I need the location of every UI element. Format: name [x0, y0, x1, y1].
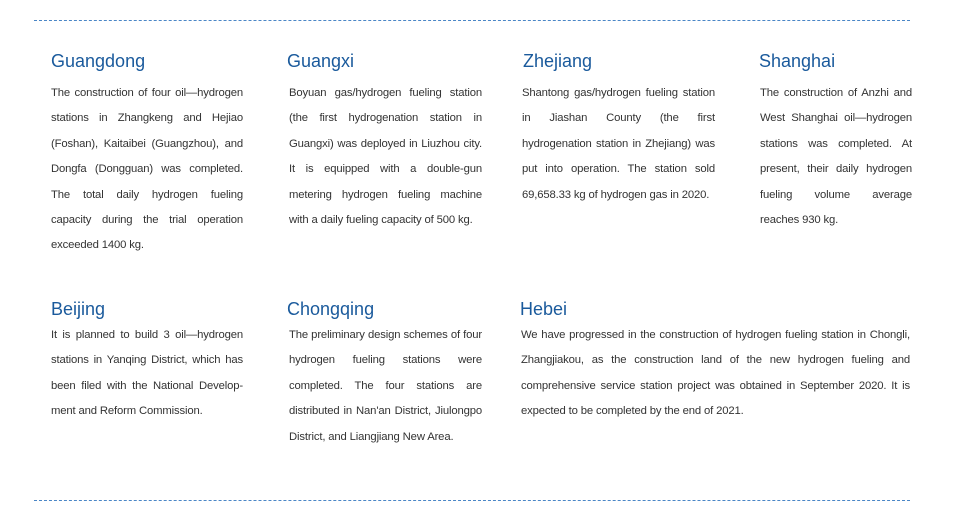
region-block-hebei: [520, 298, 910, 425]
region-text-guangxi: Boyuan gas/hydrogen fueling station (the first hydrogenation station in Guangxi) was deployed in Liuzhou city. It is equipped with a double-gun metering hydrogen fueling machine with a daily fueling capacity of 500 kg.: [289, 87, 482, 227]
top-dashed-divider: [34, 20, 910, 21]
region-heading-chongqing: Chongqing: [287, 299, 375, 319]
region-text-guangdong: The construction of four oil—hydrogen stations in Zhangkeng and Hejiao (Foshan), Kaitaibei (Guangzhou), and Dongfa (Dongguan) was completed. The total daily hydrogen fueling capacity during the trial operation exceeded 1400 kg.: [51, 87, 243, 252]
bottom-dashed-divider: [34, 500, 910, 501]
region-text-hebei: We have progressed in the construction of hydrogen fueling station in Chongli, Zhangjiakou, as the construction land of the new hydrogen fueling and comprehensive service station project was obtained in September 2020. It is expected to be completed by the end of 2021.: [521, 329, 910, 418]
region-text-chongqing: The preliminary design schemes of four hydrogen fueling stations were completed. The four stations are distributed in Nan'an District, Jiulongpo District, and Liangjiang New Area.: [289, 329, 482, 443]
region-text-shanghai: The construction of Anzhi and West Shanghai oil—hydrogen stations was completed. At present, their daily hydrogen fueling volume average reaches 930 kg.: [760, 87, 912, 227]
region-heading-guangdong: Guangdong: [51, 51, 146, 71]
region-text-zhejiang: Shantong gas/hydrogen fueling station in Jiashan County (the first hydrogenation station in Zhejiang) was put into operation. The station sold 69,658.33 kg of hydrogen gas in 2020.: [522, 87, 715, 201]
region-block-chongqing: [287, 298, 482, 450]
region-heading-guangxi: Guangxi: [287, 51, 355, 71]
region-heading-hebei: Hebei: [520, 299, 568, 319]
region-block-guangdong: [51, 50, 243, 259]
region-block-guangxi: [287, 50, 482, 233]
region-heading-shanghai: Shanghai: [759, 51, 836, 71]
region-block-beijing: [51, 298, 243, 425]
region-block-zhejiang: [522, 50, 715, 208]
region-text-beijing: It is planned to build 3 oil—hydrogen stations in Yanqing District, which has been filed with the National Develop-ment and Reform Commission.: [51, 329, 243, 418]
region-heading-beijing: Beijing: [51, 299, 106, 319]
region-heading-zhejiang: Zhejiang: [523, 51, 593, 71]
region-block-shanghai: [759, 50, 912, 233]
